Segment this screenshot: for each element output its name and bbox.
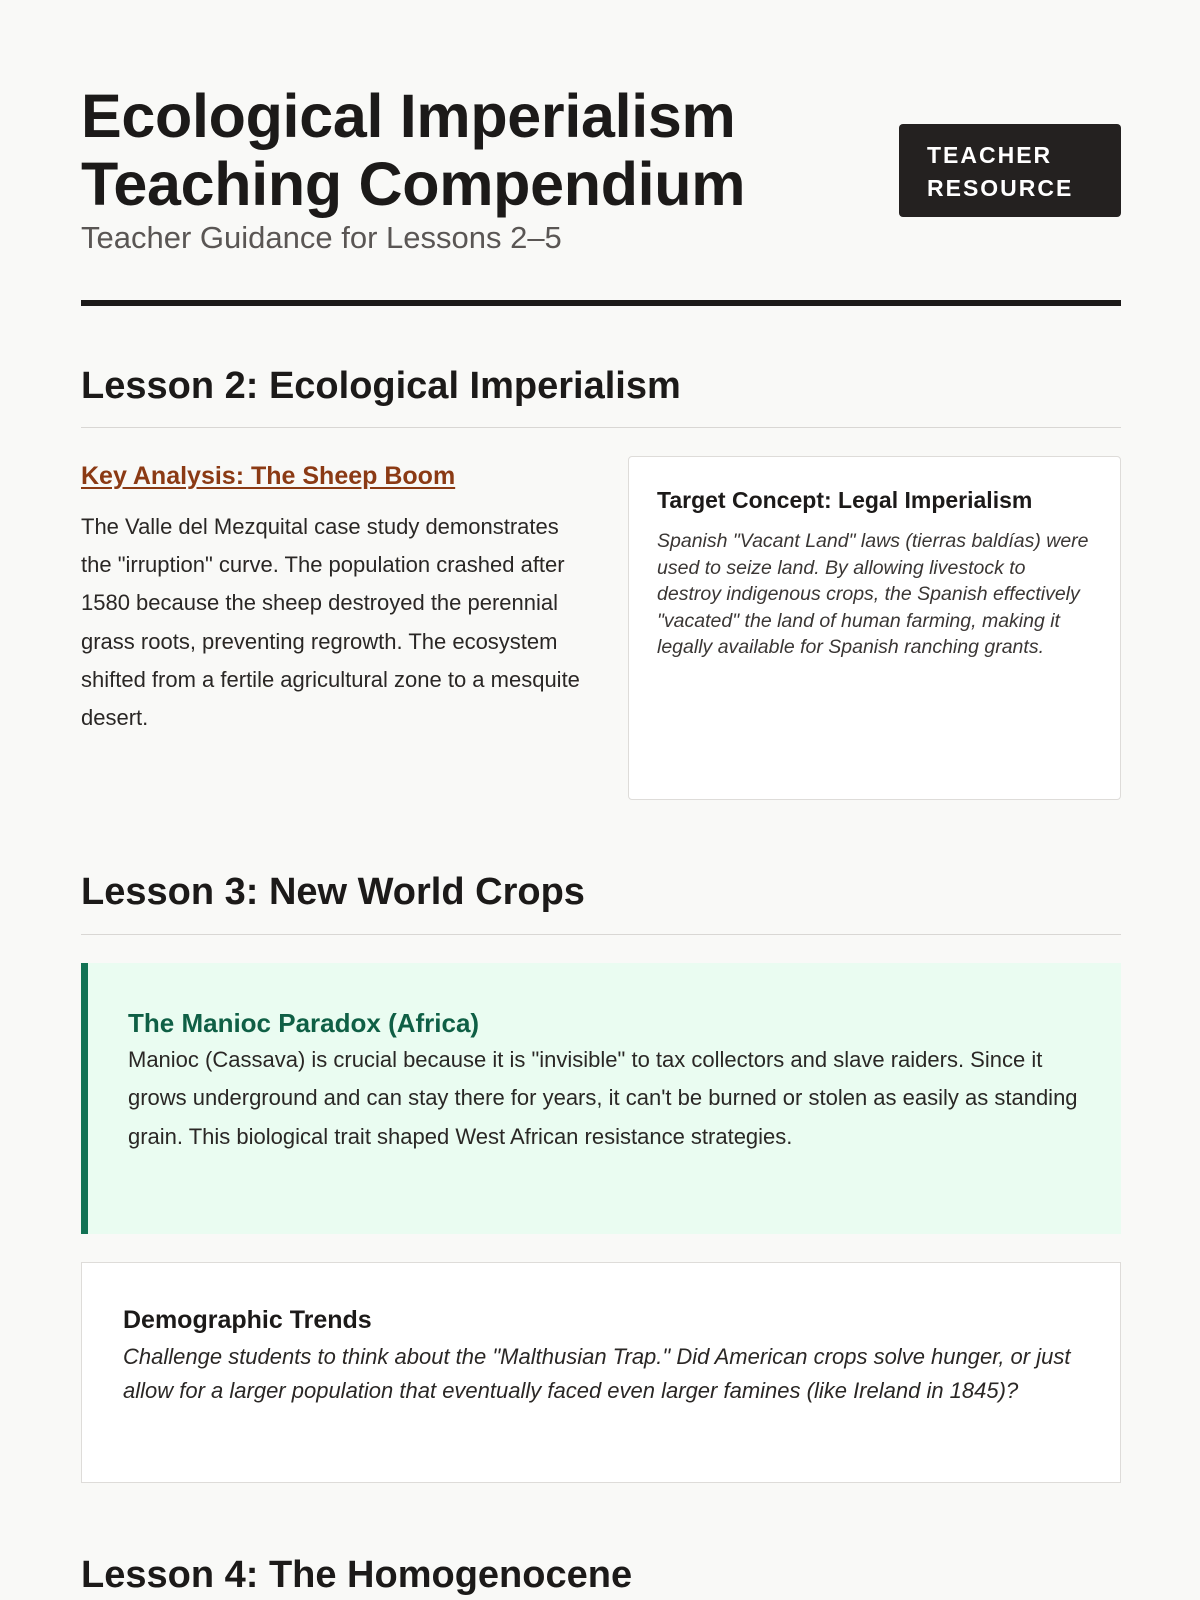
teacher-resource-badge: [899, 124, 1121, 217]
demographic-trends-title: Demographic Trends: [123, 1306, 372, 1334]
target-concept-text: Spanish "Vacant Land" laws (tierras baldías) were used to seize land. By allowing livestock to destroy indigenous crops, the Spanish effectively "vacated" the land of human farming, making it legally available for Spanish ranching grants.: [657, 530, 1089, 659]
lesson-4-heading: Lesson 4: The Homogenocene: [81, 1554, 633, 1596]
key-analysis-link[interactable]: Key Analysis: The Sheep Boom: [81, 462, 456, 490]
manioc-paradox-callout: [81, 963, 1121, 1234]
page-title: [81, 82, 745, 218]
target-concept-card: [628, 456, 1121, 800]
lesson-2-heading: Lesson 2: Ecological Imperialism: [81, 365, 681, 407]
manioc-paradox-text: Manioc (Cassava) is crucial because it is "invisible" to tax collectors and slave raiders. Since it grows underground and can stay there for years, it can't be burned or stolen as easily as standing grain. This biological trait shaped West African resistance strategies.: [128, 1047, 1078, 1149]
manioc-paradox-title: The Manioc Paradox (Africa): [128, 1008, 480, 1038]
page-header: [81, 0, 1121, 308]
header-divider: [81, 300, 1121, 306]
lesson-3-heading: Lesson 3: New World Crops: [81, 871, 585, 913]
badge-line1: TEACHER: [927, 142, 1053, 168]
lesson-3-divider: [81, 934, 1121, 935]
lesson-2-divider: [81, 427, 1121, 428]
badge-line2: RESOURCE: [927, 175, 1074, 201]
demographic-trends-card: [81, 1262, 1121, 1483]
demographic-trends-text: Challenge students to think about the "Malthusian Trap." Did American crops solve hunger, or just allow for a larger population that eventually faced even larger famines (like Ireland in 1845)?: [123, 1344, 1071, 1403]
compendium-page: [81, 0, 1121, 1596]
page-subtitle: Teacher Guidance for Lessons 2–5: [81, 220, 562, 255]
target-concept-title: Target Concept: Legal Imperialism: [657, 487, 1033, 513]
key-analysis-text: The Valle del Mezquital case study demonstrates the "irruption" curve. The population crashed after 1580 because the sheep destroyed the perennial grass roots, preventing regrowth. The ecosystem shifted from a fertile agricultural zone to a mesquite desert.: [81, 514, 580, 731]
page-title-line1: Ecological Imperialism: [81, 82, 736, 150]
page-title-line2: Teaching Compendium: [81, 150, 746, 218]
